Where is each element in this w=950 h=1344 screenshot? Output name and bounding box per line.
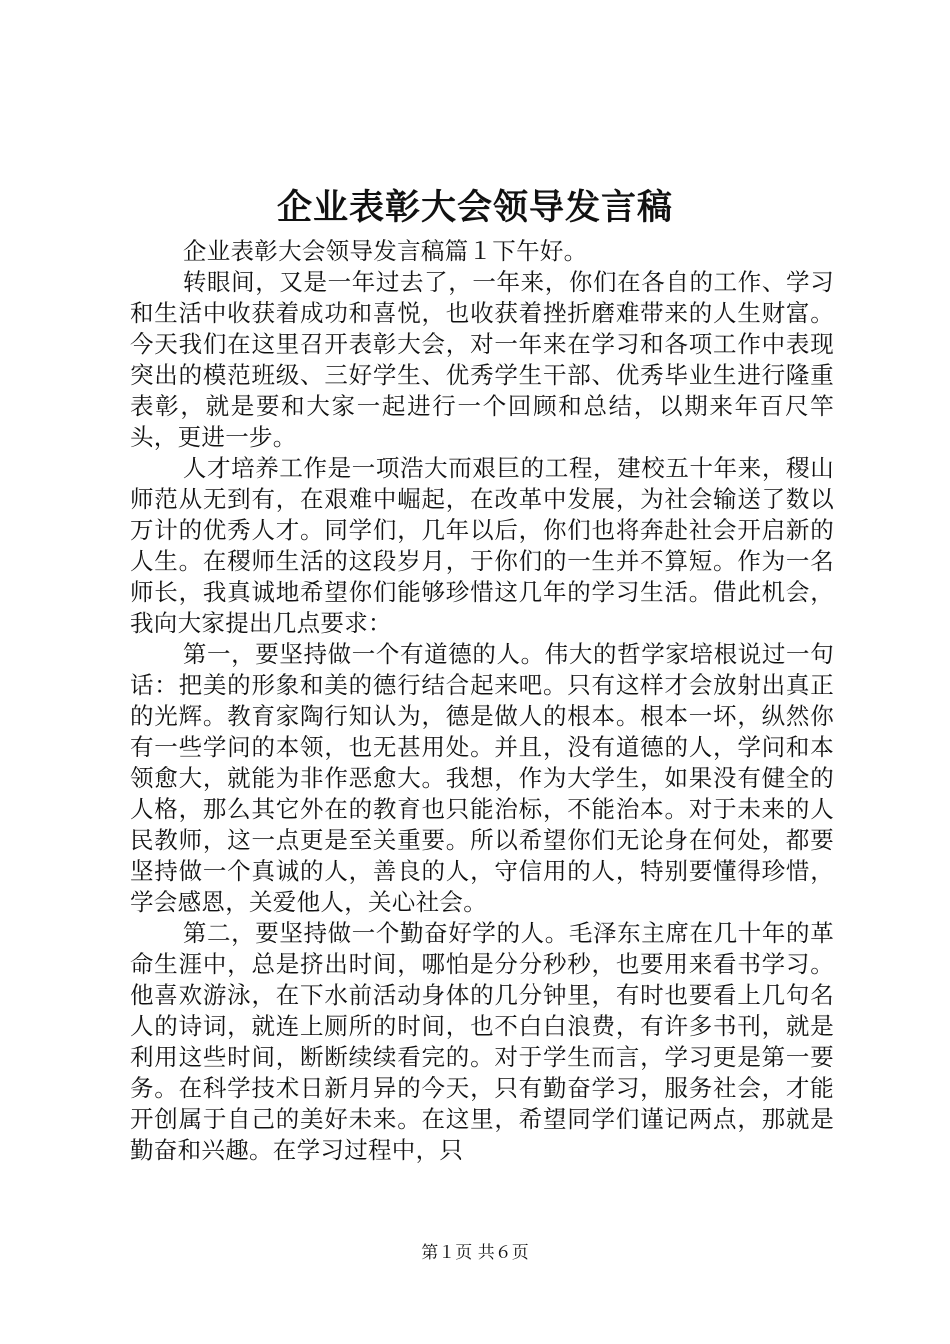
document-body — [130, 236, 834, 1166]
paragraph: 企业表彰大会领导发言稿篇１下午好。 — [182, 237, 588, 265]
paragraph: 第一，要坚持做一个有道德的人。伟大的哲学家培根说过一句话：把美的形象和美的德行结合起来吧。只有这样才会放射出真正的光辉。教育家陶行知认为，德是做人的根本。根本一坏，纵然你有一些学问的本领，也无甚用处。并且，没有道德的人，学问和本领愈大，就能为非作恶愈大。我想，作为大学生，如果没有健全的人格，那么其它外在的教育也只能治标，不能治本。对于未来的人民教师，这一点更是至关重要。所以希望你们无论身在何处，都要坚持做一个真诚的人，善良的人，守信用的人，特别要懂得珍惜，学会感恩，关爱他人，关心社会。 — [130, 640, 834, 916]
document-title: 企业表彰大会领导发言稿 — [276, 187, 673, 228]
paragraph: 转眼间，又是一年过去了，一年来，你们在各自的工作、学习和生活中收获着成功和喜悦，也收获着挫折磨难带来的人生财富。今天我们在这里召开表彰大会，对一年来在学习和各项工作中表现突出的模范班级、三好学生、优秀学生干部、优秀毕业生进行隆重表彰，就是要和大家一起进行一个回顾和总结，以期来年百尺竿头，更进一步。 — [130, 268, 834, 451]
paragraph: 第二，要坚持做一个勤奋好学的人。毛泽东主席在几十年的革命生涯中，总是挤出时间，哪怕是分分秒秒，也要用来看书学习。他喜欢游泳，在下水前活动身体的几分钟里，有时也要看上几句名人的诗词，就连上厕所的时间，也不白白浪费，有许多书刊，就是利用这些时间，断断续续看完的。对于学生而言，学习更是第一要务。在科学技术日新月异的今天，只有勤奋学习，服务社会，才能开创属于自己的美好未来。在这里，希望同学们谨记两点，那就是勤奋和兴趣。在学习过程中，只 — [130, 919, 834, 1164]
paragraph: 人才培养工作是一项浩大而艰巨的工程，建校五十年来，稷山师范从无到有，在艰难中崛起，在改革中发展，为社会输送了数以万计的优秀人才。同学们，几年以后，你们也将奔赴社会开启新的人生。在稷师生活的这段岁月，于你们的一生并不算短。作为一名师长，我真诚地希望你们能够珍惜这几年的学习生活。借此机会，我向大家提出几点要求： — [130, 454, 834, 637]
page-number-footer: 第１页 共６页 — [421, 1243, 529, 1263]
